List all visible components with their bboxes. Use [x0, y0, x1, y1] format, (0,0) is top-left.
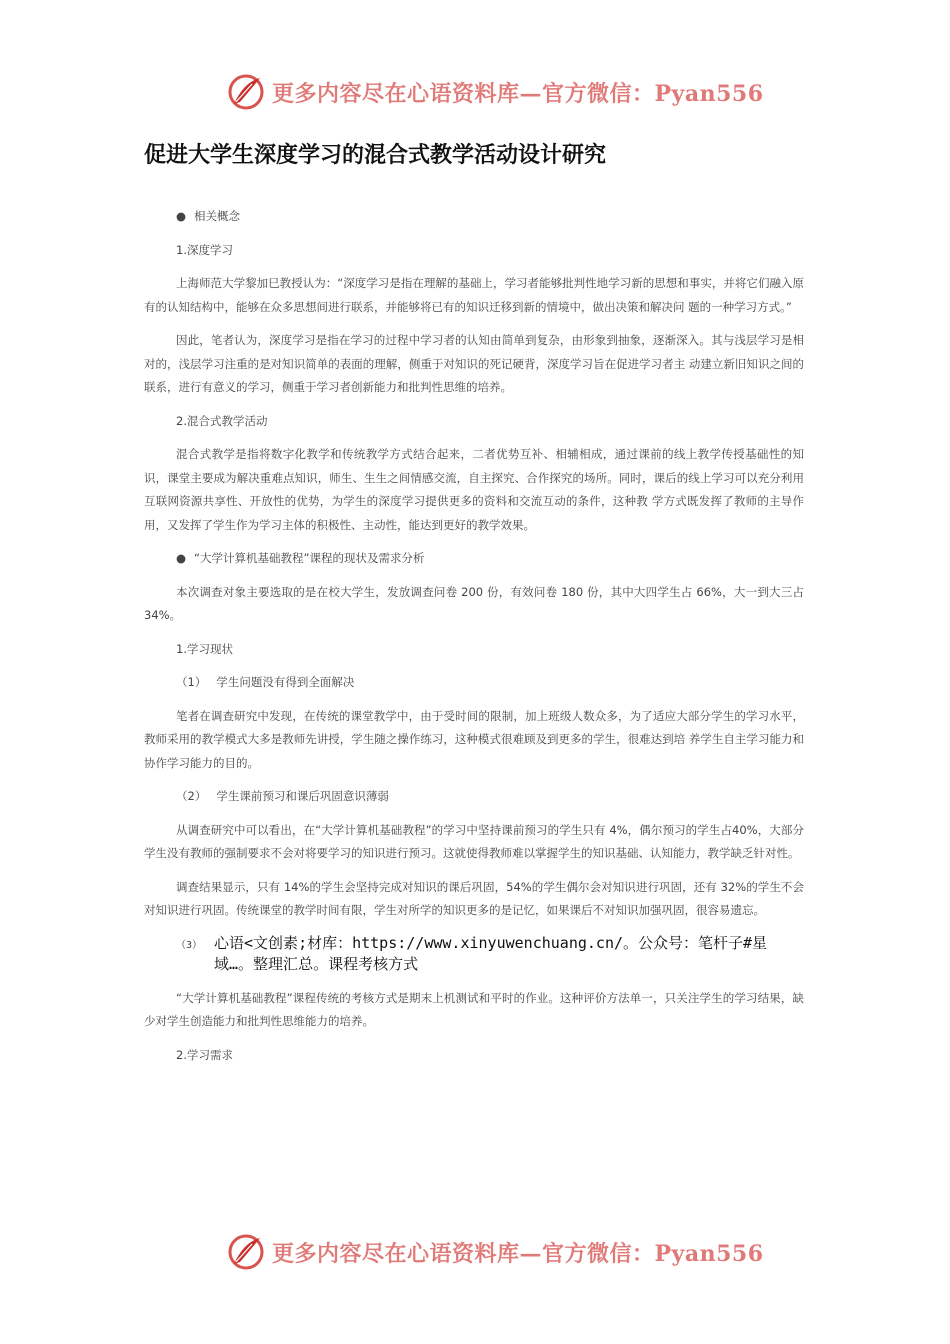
banner-text: 更多内容尽在心语资料库—官方微信：Pyan556 [272, 80, 764, 107]
banner-text: 更多内容尽在心语资料库—官方微信：Pyan556 [272, 1240, 764, 1267]
bullet-text: “大学计算机基础教程”课程的现状及需求分析 [194, 551, 425, 565]
subheading-text: 学生问题没有得到全面解决 [216, 675, 355, 689]
paragraph: 调查结果显示，只有 14%的学生会坚持完成对知识的课后巩固，54%的学生偶尔会对知识进行巩固，还有 32%的学生不会对知识进行巩固。传统课堂的教学时间有限，学生对所学的知识更多的是记忆，如果课后不对知识加强巩固，很容易遗忘。 [144, 879, 804, 917]
header-banner [226, 72, 764, 112]
section-bullet [176, 205, 804, 229]
section-heading: 1.深度学习 [176, 242, 233, 257]
paragraph: 上海师范大学黎加巳教授认为：“深度学习是指在理解的基础上，学习者能够批判性地学习新的思想和事实，并将它们融入原有的认知结构中，能够在众多思想间进行联系，并能够将已有的知识迁移到新的情境中，做出决策和解决问 题的一种学习方式。” [144, 276, 804, 314]
section-heading: 2.学习需求 [176, 1047, 233, 1062]
bullet-icon: ● [176, 551, 187, 565]
quill-pen-logo-icon [226, 72, 266, 112]
quill-pen-logo-icon [226, 1232, 266, 1272]
subheading-number: （2） [176, 789, 207, 803]
document-body [144, 205, 804, 1077]
subheading-text: 学生课前预习和课后巩固意识薄弱 [216, 789, 389, 803]
paragraph: 本次调查对象主要选取的是在校大学生，发放调查问卷 200 份，有效问卷 180 份，其中大四学生占 66%，大一到大三占 34%。 [144, 584, 804, 622]
subheading [176, 671, 804, 695]
footer-banner [226, 1232, 764, 1272]
section-heading: 2.混合式教学活动 [176, 413, 268, 428]
subheading-watermarked [176, 933, 804, 975]
section-heading: 1.学习现状 [176, 641, 233, 656]
subheading-number: （3） [176, 939, 203, 951]
section-bullet [176, 547, 804, 571]
bullet-text: 相关概念 [194, 209, 241, 223]
subheading-number: （1） [176, 675, 207, 689]
page-title: 促进大学生深度学习的混合式教学活动设计研究 [144, 143, 607, 168]
paragraph: 从调查研究中可以看出，在“大学计算机基础教程”的学习中坚持课前预习的学生只有 4%，偶尔预习的学生占40%，大部分学生没有教师的强制要求不会对将要学习的知识进行预习。这就使得教师难以掌握学生的知识基础、认知能力，教学缺乏针对性。 [144, 822, 804, 860]
paragraph: 笔者在调查研究中发现，在传统的课堂教学中，由于受时间的限制，加上班级人数众多，为了适应大部分学生的学习水平，教师采用的教学模式大多是教师先讲授，学生随之操作练习，这种模式很难顾及到更多的学生，很难达到培 养学生自主学习能力和协作学习能力的目的。 [144, 708, 804, 770]
paragraph: 因此，笔者认为，深度学习是指在学习的过程中学习者的认知由简单到复杂，由形象到抽象，逐渐深入。其与浅层学习是相对的，浅层学习注重的是对知识简单的表面的理解，侧重于对知识的死记硬背，深度学习旨在促进学习者主 动建立新旧知识之间的联系，进行有意义的学习，侧重于学习者创新能力和批判性思维的培养。 [144, 333, 804, 394]
paragraph: 混合式教学是指将数字化教学和传统教学方式结合起来，二者优势互补、相辅相成，通过课前的线上教学传授基础性的知识，课堂主要成为解决重难点知识，师生、生生之间情感交流，自主探究、合作探究的场所。同时，课后的线上学习可以充分利用互联网资源共享性、开放性的优势，为学生的深度学习提供更多的资料和交流互动的条件，这种教 学方式既发挥了教师的主导作用，又发挥了学生作为学习主体的积极性、主动性，能达到更好的教学效果。 [144, 447, 804, 532]
bullet-icon: ● [176, 209, 187, 223]
paragraph: “大学计算机基础教程”课程传统的考核方式是期末上机测试和平时的作业。这种评价方法单一，只关注学生的学习结果，缺少对学生创造能力和批判性思维能力的培养。 [144, 990, 804, 1028]
subheading [176, 785, 804, 809]
subheading-text: 心语<文创素;材库：https://www.xinyuwenchuang.cn/。公众号：笔杆子#星域…。整理汇总。课程考核方式 [214, 933, 768, 973]
